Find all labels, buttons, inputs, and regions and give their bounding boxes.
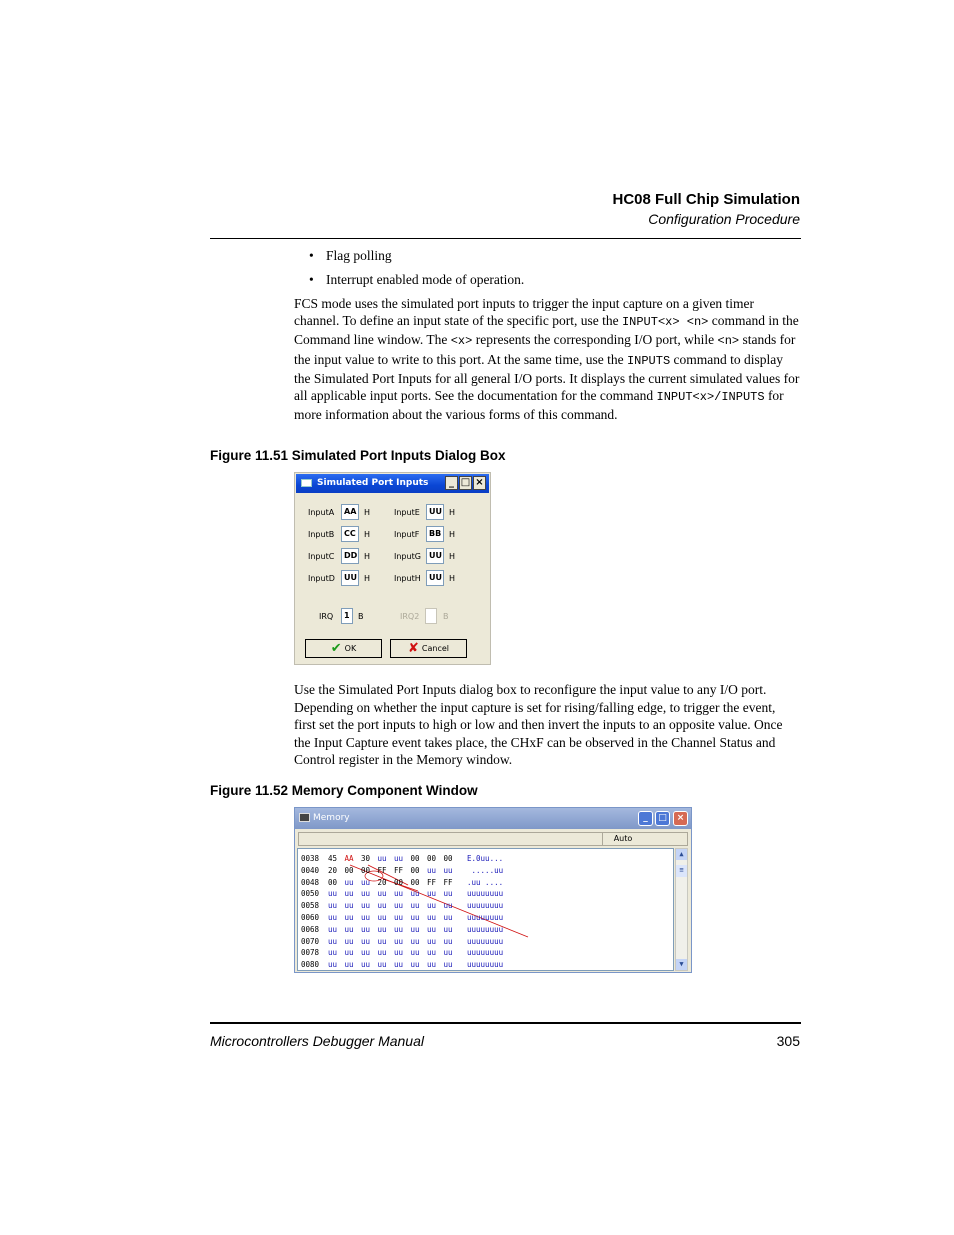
memory-byte[interactable]: FF <box>443 877 453 887</box>
irq2-unit: B <box>443 612 449 621</box>
memory-ascii: uuuuuuuu <box>467 901 504 911</box>
memory-byte[interactable]: 00 <box>410 877 420 887</box>
auto-mode-field[interactable]: Auto <box>602 833 643 845</box>
memory-byte[interactable]: uu <box>344 948 354 958</box>
memory-byte[interactable]: 00 <box>443 854 453 863</box>
input-g-field[interactable]: UU <box>426 548 444 564</box>
input-e-field[interactable]: UU <box>426 504 444 520</box>
memory-row <box>301 865 504 877</box>
memory-byte[interactable]: uu <box>394 948 404 958</box>
maximize-button[interactable]: □ <box>655 811 670 826</box>
memory-row <box>301 924 504 936</box>
irq2-field <box>425 608 437 624</box>
memory-row <box>301 959 504 971</box>
memory-byte[interactable]: uu <box>410 936 420 946</box>
memory-byte[interactable]: uu <box>361 960 371 970</box>
memory-byte[interactable]: uu <box>394 924 404 934</box>
input-c-label: InputC <box>308 552 335 561</box>
memory-byte[interactable]: FF <box>377 865 387 875</box>
input-h-label: InputH <box>394 574 421 583</box>
memory-byte[interactable]: uu <box>361 948 371 958</box>
window-icon <box>301 479 312 487</box>
minimize-button[interactable]: _ <box>638 811 653 826</box>
memory-window <box>294 807 692 973</box>
memory-byte[interactable]: uu <box>328 889 338 899</box>
ok-button[interactable]: ✔ OK <box>305 639 382 658</box>
scroll-down-arrow-icon[interactable]: ▼ <box>676 959 687 970</box>
input-g-label: InputG <box>394 552 421 561</box>
memory-byte[interactable]: uu <box>344 913 354 922</box>
memory-byte[interactable]: 00 <box>344 865 354 875</box>
list-item: • Interrupt enabled mode of operation. <box>309 272 525 287</box>
memory-byte[interactable]: uu <box>410 889 420 899</box>
memory-byte[interactable]: uu <box>410 924 420 934</box>
memory-address: 0038 <box>301 854 320 863</box>
memory-byte[interactable]: uu <box>394 854 404 863</box>
cancel-button[interactable]: ✘ Cancel <box>390 639 467 658</box>
memory-byte[interactable]: uu <box>427 901 437 911</box>
memory-byte[interactable]: 45 <box>328 854 338 863</box>
memory-address: 0040 <box>301 865 320 875</box>
input-b-unit: H <box>364 530 371 539</box>
bullet-list <box>294 247 800 295</box>
irq-field[interactable]: 1 <box>341 608 353 624</box>
input-a-unit: H <box>364 508 371 517</box>
memory-address: 0058 <box>301 901 320 911</box>
memory-address: 0078 <box>301 948 320 958</box>
dialog-title: Simulated Port Inputs <box>317 478 429 488</box>
input-h-unit: H <box>449 574 456 583</box>
irq2-label: IRQ2 <box>400 612 420 621</box>
memory-ascii: .uu .... <box>467 877 504 887</box>
memory-byte[interactable]: uu <box>328 924 338 934</box>
memory-row <box>301 900 504 912</box>
memory-byte[interactable]: uu <box>443 913 453 922</box>
memory-address: 0048 <box>301 877 320 887</box>
memory-ascii: uuuuuuuu <box>467 889 504 899</box>
memory-row <box>301 947 504 959</box>
input-c-field[interactable]: DD <box>341 548 359 564</box>
checkmark-icon: ✔ <box>330 641 342 656</box>
memory-ascii: uuuuuuuu <box>467 948 504 958</box>
input-a-field[interactable]: AA <box>341 504 359 520</box>
input-d-label: InputD <box>308 574 335 583</box>
irq-label: IRQ <box>319 612 334 621</box>
header-rule <box>210 238 801 239</box>
memory-byte[interactable]: uu <box>427 936 437 946</box>
close-button[interactable]: × <box>473 476 486 490</box>
memory-row <box>301 912 504 924</box>
input-d-field[interactable]: UU <box>341 570 359 586</box>
input-e-unit: H <box>449 508 456 517</box>
input-a-label: InputA <box>308 508 335 517</box>
input-c-unit: H <box>364 552 371 561</box>
memory-byte[interactable]: uu <box>443 960 453 970</box>
memory-ascii: uuuuuuuu <box>467 924 504 934</box>
memory-address: 0070 <box>301 936 320 946</box>
memory-byte[interactable]: uu <box>394 889 404 899</box>
memory-byte[interactable]: uu <box>361 924 371 934</box>
memory-byte[interactable]: uu <box>377 924 387 934</box>
memory-byte[interactable]: uu <box>328 901 338 911</box>
memory-byte[interactable]: uu <box>427 948 437 958</box>
maximize-button[interactable]: □ <box>460 477 471 488</box>
body-paragraph: Use the Simulated Port Inputs dialog box to reconfigure the input value to any I/O port. Depending on whether the input capture is set for rising/falling edge, to trigger the event, first set the port inputs to high or low and then invert the inputs to an opposite value. Once the Input Capture event takes place, the CHxF can be observed in the Channel Status and Control register in the Memory window. <box>294 682 783 767</box>
input-f-field[interactable]: BB <box>426 526 444 542</box>
memory-byte[interactable]: uu <box>328 960 338 970</box>
memory-byte[interactable]: uu <box>344 877 354 887</box>
footer-manual-title: Microcontrollers Debugger Manual <box>210 1033 424 1049</box>
memory-byte[interactable]: uu <box>410 913 420 922</box>
memory-byte[interactable]: uu <box>377 936 387 946</box>
close-button[interactable]: × <box>673 811 688 826</box>
memory-byte[interactable]: uu <box>377 960 387 970</box>
figure-caption: Figure 11.51 Simulated Port Inputs Dialog Box <box>210 448 506 463</box>
memory-address: 0080 <box>301 960 320 970</box>
memory-byte[interactable]: uu <box>443 936 453 946</box>
minimize-button[interactable]: _ <box>445 476 458 490</box>
memory-byte[interactable]: uu <box>361 901 371 911</box>
memory-byte[interactable]: uu <box>361 913 371 922</box>
memory-byte[interactable]: uu <box>377 854 387 863</box>
memory-byte[interactable]: uu <box>427 913 437 922</box>
running-header-title: HC08 Full Chip Simulation <box>612 191 800 208</box>
memory-byte[interactable]: 00 <box>410 854 420 863</box>
memory-byte[interactable]: uu <box>361 877 371 887</box>
page-number: 305 <box>776 1033 800 1049</box>
running-header-subtitle: Configuration Procedure <box>648 211 800 227</box>
memory-byte[interactable]: 00 <box>410 865 420 875</box>
memory-ascii: uuuuuuuu <box>467 960 504 970</box>
memory-byte[interactable]: uu <box>443 924 453 934</box>
memory-byte[interactable]: 20 <box>377 877 387 887</box>
input-g-unit: H <box>449 552 456 561</box>
memory-byte[interactable]: uu <box>344 901 354 911</box>
memory-byte[interactable]: uu <box>394 936 404 946</box>
memory-byte[interactable]: uu <box>443 948 453 958</box>
memory-byte[interactable]: uu <box>344 889 354 899</box>
memory-byte[interactable]: uu <box>377 948 387 958</box>
memory-ascii: uuuuuuuu <box>467 936 504 946</box>
memory-byte[interactable]: AA <box>344 854 354 863</box>
simulated-port-inputs-dialog <box>294 472 491 665</box>
memory-byte[interactable]: uu <box>443 865 453 875</box>
memory-byte[interactable]: 00 <box>394 877 404 887</box>
memory-byte[interactable]: uu <box>344 960 354 970</box>
memory-row <box>301 877 504 889</box>
memory-byte[interactable]: uu <box>394 901 404 911</box>
memory-byte[interactable]: 00 <box>328 877 338 887</box>
memory-byte[interactable]: uu <box>361 889 371 899</box>
memory-byte[interactable]: uu <box>410 901 420 911</box>
memory-address: 0060 <box>301 913 320 922</box>
irq-unit: B <box>358 612 364 621</box>
memory-ascii: .....uu <box>467 865 504 875</box>
memory-byte[interactable]: uu <box>328 913 338 922</box>
memory-byte[interactable]: FF <box>394 865 404 875</box>
memory-ascii: uuuuuuuu <box>467 913 504 922</box>
memory-row <box>301 853 504 865</box>
memory-byte[interactable]: 00 <box>361 865 371 875</box>
memory-row <box>301 936 504 948</box>
input-e-label: InputE <box>394 508 420 517</box>
memory-byte[interactable]: uu <box>427 889 437 899</box>
cross-icon: ✘ <box>407 641 419 656</box>
memory-byte[interactable]: uu <box>410 960 420 970</box>
memory-byte[interactable]: 20 <box>328 865 338 875</box>
list-item: • Flag polling <box>309 248 392 263</box>
memory-byte[interactable]: 30 <box>361 854 371 863</box>
input-h-field[interactable]: UU <box>426 570 444 586</box>
input-d-unit: H <box>364 574 371 583</box>
input-f-label: InputF <box>394 530 420 539</box>
memory-byte[interactable]: uu <box>328 936 338 946</box>
memory-byte[interactable]: uu <box>377 889 387 899</box>
footer-rule <box>210 1022 801 1024</box>
memory-byte[interactable]: 00 <box>427 854 437 863</box>
memory-byte[interactable]: uu <box>427 960 437 970</box>
memory-byte[interactable]: uu <box>344 924 354 934</box>
memory-byte[interactable]: uu <box>443 901 453 911</box>
memory-row <box>301 888 504 900</box>
memory-byte[interactable]: FF <box>427 877 437 887</box>
memory-byte[interactable]: uu <box>427 865 437 875</box>
figure-caption: Figure 11.52 Memory Component Window <box>210 783 478 798</box>
memory-byte[interactable]: uu <box>410 948 420 958</box>
body-paragraph: FCS mode uses the simulated port inputs to trigger the input capture on a given timer channel. To define an input state of the specific port, use the INPUT<x> <n> command in the Command line window. The <x> represents the corresponding I/O port, while <n> stands for the input value to write to this port. At the same time, use the INPUTS command to display the Simulated Port Inputs for all general I/O ports. It displays the current simulated values for all applicable input ports. See the documentation for the command INPUT<x>/INPUTS for more information about the various forms of this command. <box>294 296 800 423</box>
memory-byte[interactable]: uu <box>328 948 338 958</box>
memory-dump-area[interactable] <box>297 848 674 971</box>
memory-byte[interactable]: uu <box>377 913 387 922</box>
memory-icon <box>299 813 310 822</box>
input-f-unit: H <box>449 530 456 539</box>
memory-byte[interactable]: uu <box>394 913 404 922</box>
input-b-field[interactable]: CC <box>341 526 359 542</box>
input-b-label: InputB <box>308 530 335 539</box>
memory-address: 0050 <box>301 889 320 899</box>
memory-title: Memory <box>313 813 350 823</box>
memory-byte[interactable]: uu <box>394 960 404 970</box>
dialog-titlebar[interactable] <box>296 474 489 493</box>
memory-byte[interactable]: uu <box>344 936 354 946</box>
memory-ascii: E.0uu... <box>467 854 504 863</box>
memory-titlebar[interactable] <box>295 808 691 829</box>
scroll-up-arrow-icon[interactable]: ▲ <box>676 849 687 860</box>
memory-byte[interactable]: uu <box>377 901 387 911</box>
memory-byte[interactable]: uu <box>361 936 371 946</box>
memory-byte[interactable]: uu <box>427 924 437 934</box>
scroll-thumb[interactable]: ≡ <box>676 865 687 877</box>
memory-byte[interactable]: uu <box>443 889 453 899</box>
memory-address: 0068 <box>301 924 320 934</box>
vertical-scrollbar[interactable] <box>675 848 688 971</box>
